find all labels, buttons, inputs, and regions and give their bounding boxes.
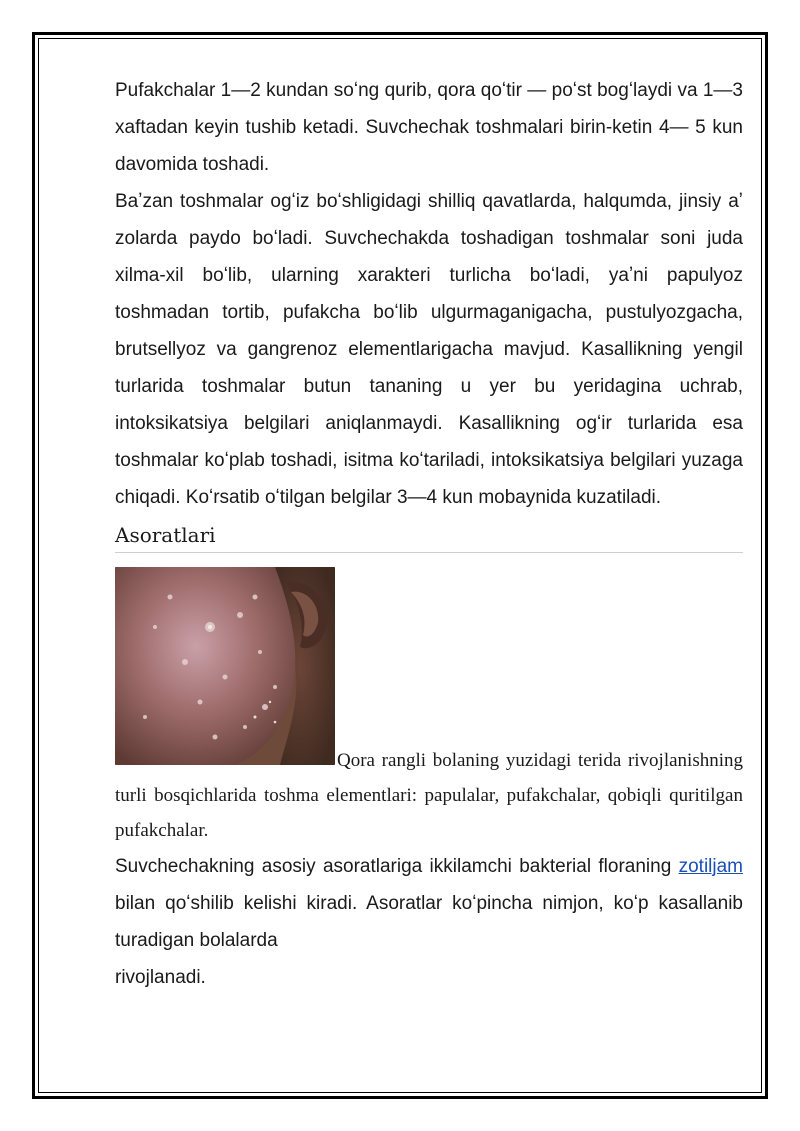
document-body xyxy=(115,72,743,996)
figure-caption: Qora rangli bolaning yuzidagi terida rivojlanishning turli bosqichlarida toshma elementlari: papulalar, pufakchalar, qobiqli quritilgan pufakchalar. xyxy=(115,750,743,841)
zotiljam-link[interactable]: zotiljam xyxy=(678,856,743,877)
paragraph-complications-last-line: rivojlanadi. xyxy=(115,967,206,988)
section-heading-complications: Asoratlari xyxy=(115,520,743,553)
paragraph-complications xyxy=(115,848,743,959)
complications-text-start: Suvchechakning asosiy asoratlariga ikkilamchi bakterial floraning xyxy=(115,856,679,877)
child-face-rash-photo xyxy=(115,567,335,765)
paragraph-rash-course: Pufakchalar 1—2 kundan soʻng qurib, qora qoʻtir — poʻst bogʻlaydi va 1—3 xaftadan keyin tushib ketadi. Suvchechak toshmalari birin-ketin 4— 5 kun davomida toshadi. xyxy=(115,80,743,175)
figure-block xyxy=(115,565,743,848)
paragraph-rash-description: Baʼzan toshmalar ogʻiz boʻshligidagi shilliq qavatlarda, halqumda, jinsiy aʼ zolarda paydo boʻladi. Suvchechakda toshadigan toshmalar soni juda xilma-xil boʻlib, ularning xarakteri turlicha boʻladi, yaʼni papulyoz toshmadan tortib, pufakcha boʻlib ulgurmaganigacha, pustulyozgacha, brutsellyoz va gangrenoz elementlarigacha mavjud. Kasallikning yengil turlarida toshmalar butun tananing u yer bu yeridagina uchrab, intoksikatsiya belgilari aniqlanmaydi. Kasallikning ogʻir turlarida esa toshmalar koʻplab toshadi, isitma koʻtariladi, intoksikatsiya belgilari yuzaga chiqadi. Koʻrsatib oʻtilgan belgilar 3—4 kun mobaynida kuzatiladi. xyxy=(115,191,743,508)
complications-text-end: bilan qoʻshilib kelishi kiradi. Asoratlar koʻpincha nimjon, koʻp kasallanib turadigan bolalarda xyxy=(115,893,743,951)
